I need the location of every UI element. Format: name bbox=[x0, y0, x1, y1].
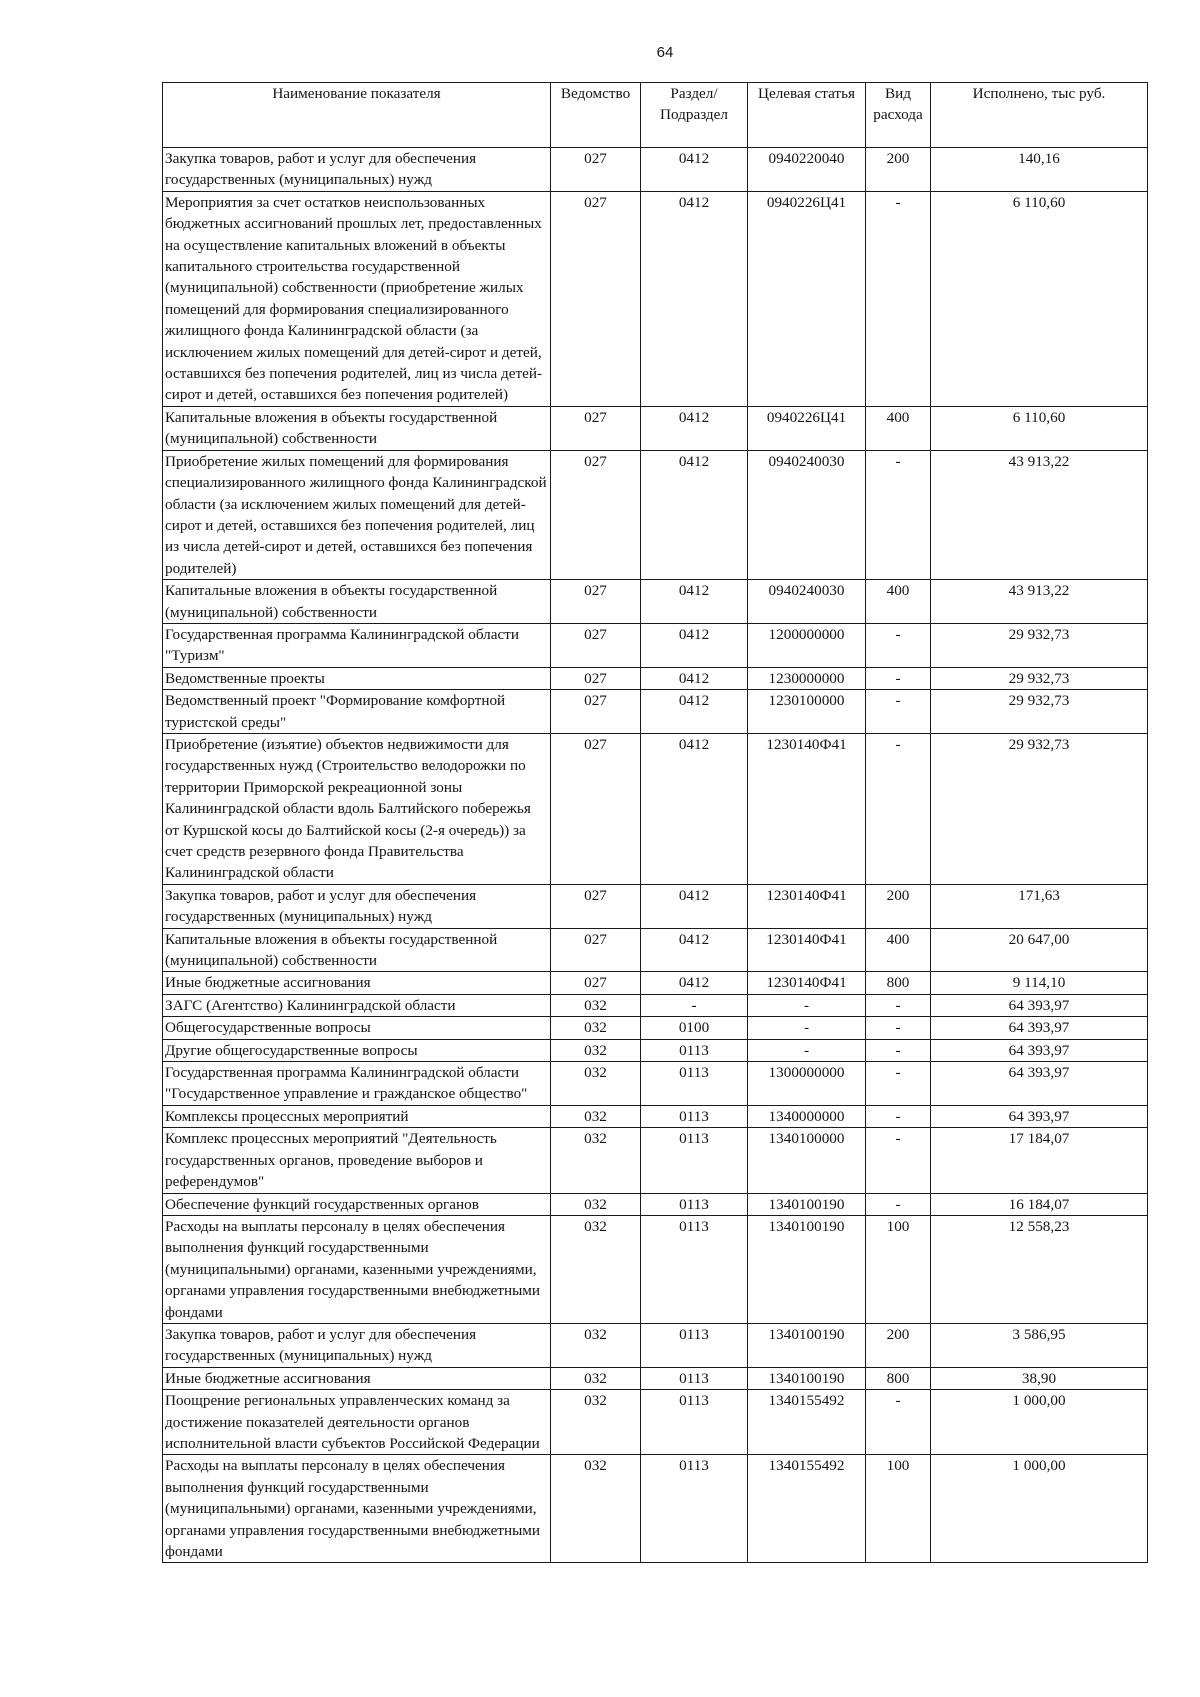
row-section: 0412 bbox=[641, 972, 748, 994]
row-name: Капитальные вложения в объекты государственной (муниципальной) собственности bbox=[163, 928, 551, 972]
table-row bbox=[163, 1062, 1148, 1106]
row-department: 032 bbox=[551, 1367, 641, 1389]
row-name: Мероприятия за счет остатков неиспользованных бюджетных ассигнований прошлых лет, предоставленных на осуществление капитальных вложений в объекты капитального строительства государственной (муниципальной) собственности (приобретение жилых помещений для формирования специализированного жилищного фонда Калининградской области (за исключением жилых помещений для детей-сирот и детей, оставшихся без попечения родителей, лиц из числа детей-сирот и детей, оставшихся без попечения родителей) bbox=[163, 191, 551, 406]
row-name: Государственная программа Калининградской области "Туризм" bbox=[163, 623, 551, 667]
row-department: 032 bbox=[551, 1390, 641, 1455]
table-row bbox=[163, 406, 1148, 450]
row-executed-amount: 6 110,60 bbox=[931, 406, 1148, 450]
row-department: 032 bbox=[551, 1039, 641, 1061]
row-executed-amount: 64 393,97 bbox=[931, 1062, 1148, 1106]
row-target-item: 1230000000 bbox=[748, 667, 866, 689]
table-row bbox=[163, 580, 1148, 624]
row-expense-kind: - bbox=[866, 690, 931, 734]
row-executed-amount: 140,16 bbox=[931, 148, 1148, 192]
row-expense-kind: - bbox=[866, 733, 931, 884]
row-expense-kind: - bbox=[866, 1062, 931, 1106]
row-target-item: 1340100000 bbox=[748, 1128, 866, 1193]
table-row bbox=[163, 191, 1148, 406]
row-expense-kind: - bbox=[866, 623, 931, 667]
row-section: 0100 bbox=[641, 1017, 748, 1039]
row-department: 032 bbox=[551, 1193, 641, 1215]
row-name: Общегосударственные вопросы bbox=[163, 1017, 551, 1039]
table-row bbox=[163, 1390, 1148, 1455]
table-row bbox=[163, 884, 1148, 928]
row-expense-kind: - bbox=[866, 1193, 931, 1215]
row-target-item: 1230140Ф41 bbox=[748, 884, 866, 928]
row-name: Иные бюджетные ассигнования bbox=[163, 1367, 551, 1389]
row-section: 0412 bbox=[641, 690, 748, 734]
row-section: 0412 bbox=[641, 580, 748, 624]
row-department: 032 bbox=[551, 1455, 641, 1563]
row-executed-amount: 29 932,73 bbox=[931, 623, 1148, 667]
row-department: 027 bbox=[551, 667, 641, 689]
table-row bbox=[163, 1367, 1148, 1389]
row-department: 027 bbox=[551, 928, 641, 972]
row-expense-kind: - bbox=[866, 1128, 931, 1193]
row-department: 027 bbox=[551, 884, 641, 928]
row-executed-amount: 3 586,95 bbox=[931, 1323, 1148, 1367]
row-department: 027 bbox=[551, 148, 641, 192]
row-name: Капитальные вложения в объекты государственной (муниципальной) собственности bbox=[163, 406, 551, 450]
table-row bbox=[163, 1215, 1148, 1323]
row-target-item: 1340100190 bbox=[748, 1323, 866, 1367]
row-section: 0113 bbox=[641, 1193, 748, 1215]
row-target-item: - bbox=[748, 1017, 866, 1039]
header-section: Раздел/ Подраздел bbox=[641, 83, 748, 148]
row-name: Государственная программа Калининградской области "Государственное управление и гражданское общество" bbox=[163, 1062, 551, 1106]
row-executed-amount: 43 913,22 bbox=[931, 580, 1148, 624]
table-body bbox=[163, 148, 1148, 1563]
row-section: 0412 bbox=[641, 733, 748, 884]
row-name: Обеспечение функций государственных органов bbox=[163, 1193, 551, 1215]
row-section: 0412 bbox=[641, 191, 748, 406]
row-executed-amount: 29 932,73 bbox=[931, 690, 1148, 734]
row-expense-kind: - bbox=[866, 1039, 931, 1061]
row-expense-kind: 100 bbox=[866, 1455, 931, 1563]
table-row bbox=[163, 623, 1148, 667]
header-indicator-name: Наименование показателя bbox=[163, 83, 551, 148]
row-target-item: - bbox=[748, 994, 866, 1016]
row-department: 032 bbox=[551, 1017, 641, 1039]
row-expense-kind: - bbox=[866, 1105, 931, 1127]
row-department: 027 bbox=[551, 406, 641, 450]
row-name: Комплекс процессных мероприятий "Деятельность государственных органов, проведение выборов и референдумов" bbox=[163, 1128, 551, 1193]
table-row bbox=[163, 1193, 1148, 1215]
row-target-item: - bbox=[748, 1039, 866, 1061]
table-row bbox=[163, 690, 1148, 734]
row-expense-kind: 400 bbox=[866, 406, 931, 450]
row-department: 027 bbox=[551, 623, 641, 667]
row-section: 0113 bbox=[641, 1390, 748, 1455]
row-name: Капитальные вложения в объекты государственной (муниципальной) собственности bbox=[163, 580, 551, 624]
table-row bbox=[163, 1323, 1148, 1367]
row-section: 0412 bbox=[641, 148, 748, 192]
row-executed-amount: 6 110,60 bbox=[931, 191, 1148, 406]
row-department: 032 bbox=[551, 1105, 641, 1127]
row-section: 0412 bbox=[641, 667, 748, 689]
row-executed-amount: 64 393,97 bbox=[931, 1039, 1148, 1061]
table-row bbox=[163, 994, 1148, 1016]
row-section: 0113 bbox=[641, 1105, 748, 1127]
row-expense-kind: 200 bbox=[866, 148, 931, 192]
row-target-item: 1230140Ф41 bbox=[748, 928, 866, 972]
row-executed-amount: 1 000,00 bbox=[931, 1455, 1148, 1563]
row-section: 0113 bbox=[641, 1367, 748, 1389]
row-executed-amount: 64 393,97 bbox=[931, 1105, 1148, 1127]
row-name: Другие общегосударственные вопросы bbox=[163, 1039, 551, 1061]
row-executed-amount: 20 647,00 bbox=[931, 928, 1148, 972]
row-target-item: 0940220040 bbox=[748, 148, 866, 192]
table-row bbox=[163, 1105, 1148, 1127]
table-row bbox=[163, 1039, 1148, 1061]
table-row bbox=[163, 1017, 1148, 1039]
row-name: Приобретение (изъятие) объектов недвижимости для государственных нужд (Строительство велодорожки по территории Приморской рекреационной зоны Калининградской области вдоль Балтийского побережья от Куршской косы до Балтийской косы (2-я очередь)) за счет средств резервного фонда Правительства Калининградской области bbox=[163, 733, 551, 884]
row-department: 032 bbox=[551, 1323, 641, 1367]
row-department: 027 bbox=[551, 733, 641, 884]
row-executed-amount: 29 932,73 bbox=[931, 667, 1148, 689]
row-target-item: 1340000000 bbox=[748, 1105, 866, 1127]
table-row bbox=[163, 928, 1148, 972]
row-name: Приобретение жилых помещений для формирования специализированного жилищного фонда Калининградской области (за исключением жилых помещений для детей-сирот и детей, оставшихся без попечения родителей, лиц из числа детей-сирот и детей, оставшихся без попечения родителей) bbox=[163, 450, 551, 579]
row-expense-kind: 400 bbox=[866, 928, 931, 972]
row-target-item: 1230100000 bbox=[748, 690, 866, 734]
row-section: 0412 bbox=[641, 623, 748, 667]
header-expense-kind: Вид расхода bbox=[866, 83, 931, 148]
row-executed-amount: 1 000,00 bbox=[931, 1390, 1148, 1455]
row-name: Поощрение региональных управленческих команд за достижение показателей деятельности органов исполнительной власти субъектов Российской Федерации bbox=[163, 1390, 551, 1455]
row-name: ЗАГС (Агентство) Калининградской области bbox=[163, 994, 551, 1016]
row-name: Расходы на выплаты персоналу в целях обеспечения выполнения функций государственными (муниципальными) органами, казенными учреждениями, органами управления государственными внебюджетными фондами bbox=[163, 1215, 551, 1323]
row-executed-amount: 29 932,73 bbox=[931, 733, 1148, 884]
row-expense-kind: 100 bbox=[866, 1215, 931, 1323]
table-row bbox=[163, 667, 1148, 689]
table-row bbox=[163, 148, 1148, 192]
row-executed-amount: 64 393,97 bbox=[931, 994, 1148, 1016]
row-department: 032 bbox=[551, 1215, 641, 1323]
row-executed-amount: 43 913,22 bbox=[931, 450, 1148, 579]
row-name: Расходы на выплаты персоналу в целях обеспечения выполнения функций государственными (муниципальными) органами, казенными учреждениями, органами управления государственными внебюджетными фондами bbox=[163, 1455, 551, 1563]
row-name: Ведомственный проект "Формирование комфортной туристской среды" bbox=[163, 690, 551, 734]
row-target-item: 1230140Ф41 bbox=[748, 972, 866, 994]
row-target-item: 1340100190 bbox=[748, 1367, 866, 1389]
table-row bbox=[163, 972, 1148, 994]
row-section: 0113 bbox=[641, 1039, 748, 1061]
row-target-item: 1340100190 bbox=[748, 1215, 866, 1323]
row-target-item: 0940240030 bbox=[748, 450, 866, 579]
row-department: 027 bbox=[551, 690, 641, 734]
row-expense-kind: 400 bbox=[866, 580, 931, 624]
row-section: 0113 bbox=[641, 1215, 748, 1323]
row-section: 0412 bbox=[641, 450, 748, 579]
row-target-item: 1340155492 bbox=[748, 1455, 866, 1563]
row-department: 027 bbox=[551, 580, 641, 624]
page-number: 64 bbox=[656, 44, 674, 61]
table-row bbox=[163, 1128, 1148, 1193]
row-department: 032 bbox=[551, 1062, 641, 1106]
row-expense-kind: - bbox=[866, 1390, 931, 1455]
row-executed-amount: 38,90 bbox=[931, 1367, 1148, 1389]
row-target-item: 0940226Ц41 bbox=[748, 191, 866, 406]
row-target-item: 0940240030 bbox=[748, 580, 866, 624]
row-target-item: 1340155492 bbox=[748, 1390, 866, 1455]
row-executed-amount: 9 114,10 bbox=[931, 972, 1148, 994]
row-target-item: 0940226Ц41 bbox=[748, 406, 866, 450]
row-expense-kind: - bbox=[866, 191, 931, 406]
row-executed-amount: 171,63 bbox=[931, 884, 1148, 928]
table-row bbox=[163, 450, 1148, 579]
table-row bbox=[163, 1455, 1148, 1563]
row-name: Закупка товаров, работ и услуг для обеспечения государственных (муниципальных) нужд bbox=[163, 1323, 551, 1367]
row-department: 027 bbox=[551, 191, 641, 406]
row-target-item: 1200000000 bbox=[748, 623, 866, 667]
header-department: Ведомство bbox=[551, 83, 641, 148]
header-executed-amount: Исполнено, тыс руб. bbox=[931, 83, 1148, 148]
row-section: - bbox=[641, 994, 748, 1016]
header-target-item: Целевая статья bbox=[748, 83, 866, 148]
budget-table bbox=[162, 82, 1148, 1563]
row-executed-amount: 17 184,07 bbox=[931, 1128, 1148, 1193]
row-executed-amount: 12 558,23 bbox=[931, 1215, 1148, 1323]
row-expense-kind: - bbox=[866, 450, 931, 579]
row-department: 032 bbox=[551, 1128, 641, 1193]
row-name: Иные бюджетные ассигнования bbox=[163, 972, 551, 994]
row-target-item: 1340100190 bbox=[748, 1193, 866, 1215]
row-section: 0113 bbox=[641, 1128, 748, 1193]
row-section: 0113 bbox=[641, 1062, 748, 1106]
row-name: Закупка товаров, работ и услуг для обеспечения государственных (муниципальных) нужд bbox=[163, 148, 551, 192]
table-header-row bbox=[163, 83, 1148, 148]
row-executed-amount: 64 393,97 bbox=[931, 1017, 1148, 1039]
row-expense-kind: 800 bbox=[866, 972, 931, 994]
row-executed-amount: 16 184,07 bbox=[931, 1193, 1148, 1215]
row-expense-kind: - bbox=[866, 994, 931, 1016]
row-expense-kind: 200 bbox=[866, 1323, 931, 1367]
row-section: 0412 bbox=[641, 928, 748, 972]
row-expense-kind: - bbox=[866, 667, 931, 689]
row-department: 032 bbox=[551, 994, 641, 1016]
row-target-item: 1300000000 bbox=[748, 1062, 866, 1106]
row-name: Комплексы процессных мероприятий bbox=[163, 1105, 551, 1127]
row-name: Закупка товаров, работ и услуг для обеспечения государственных (муниципальных) нужд bbox=[163, 884, 551, 928]
row-target-item: 1230140Ф41 bbox=[748, 733, 866, 884]
row-name: Ведомственные проекты bbox=[163, 667, 551, 689]
table-row bbox=[163, 733, 1148, 884]
row-expense-kind: 800 bbox=[866, 1367, 931, 1389]
row-section: 0113 bbox=[641, 1323, 748, 1367]
row-section: 0113 bbox=[641, 1455, 748, 1563]
row-expense-kind: 200 bbox=[866, 884, 931, 928]
row-department: 027 bbox=[551, 972, 641, 994]
row-section: 0412 bbox=[641, 406, 748, 450]
row-department: 027 bbox=[551, 450, 641, 579]
row-section: 0412 bbox=[641, 884, 748, 928]
row-expense-kind: - bbox=[866, 1017, 931, 1039]
